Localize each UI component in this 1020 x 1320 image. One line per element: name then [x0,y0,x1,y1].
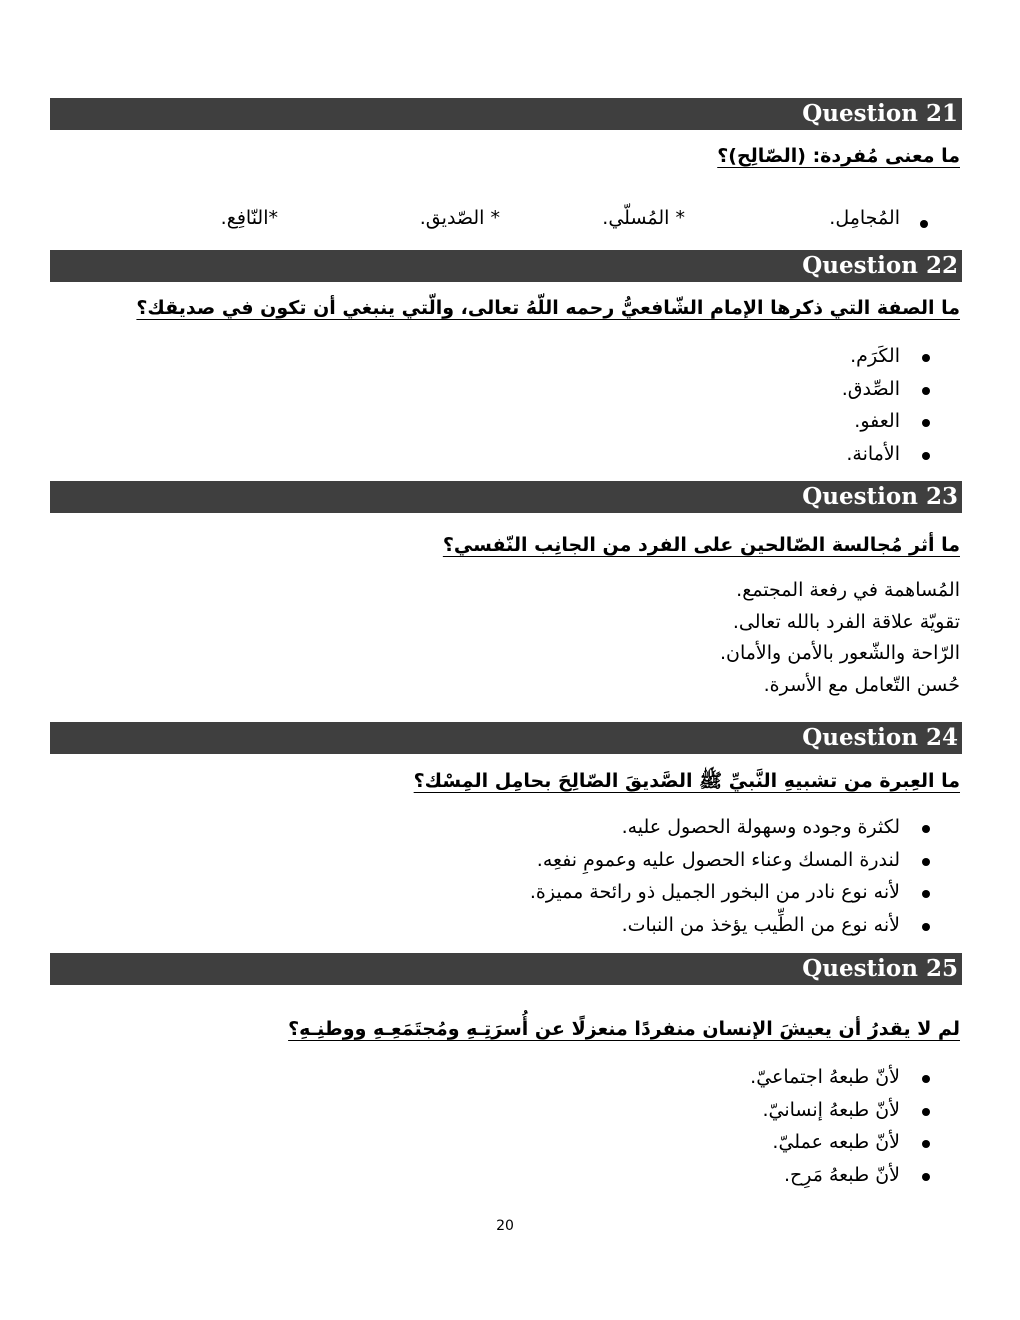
q25-options-list [750,1061,900,1191]
q25-option-2: لأنّ طبعهُ إنسانيّ. [750,1094,900,1127]
question-22-header: Question 22 [50,250,962,282]
question-23-text: ما أثر مُجالسة الصّالحين على الفرد من الجانِب النّفسي؟ [442,534,960,556]
q24-option-3: لأنه نوع نادر من البخور الجميل ذو رائحة مميزة. [530,876,900,909]
q25-option-4: لأنّ طبعهُ مَرِح. [750,1159,900,1192]
q24-option-1: لكثرة وجوده وسهولة الحصول عليه. [530,811,900,844]
question-24-header: Question 24 [50,722,962,754]
q22-option-3: العفو. [842,405,900,438]
question-22-text: ما الصفة التي ذكرها الإمام الشّافعيُّ رحمه اللّهُ تعالى، والّتي ينبغي أن تكون في صديقك؟ [136,297,960,319]
q24-option-4: لأنه نوع من الطِّيب يؤخذ من النبات. [530,909,900,942]
question-21-header: Question 21 [50,98,962,130]
bullet-icon [920,220,928,228]
question-25-header: Question 25 [50,953,962,985]
q22-options-list [842,340,900,470]
q25-option-1: لأنّ طبعهُ اجتماعيّ. [750,1061,900,1094]
q21-option-2: * المُسلّي. [602,207,685,229]
q22-option-2: الصِّدق. [842,373,900,406]
question-24-text: ما العِبرة من تشبيهِ النَّبيِّ ﷺ الصَّديقَ الصّالِحَ بحامِل المِسْك؟ [413,770,960,792]
q24-options-list [530,811,900,941]
q23-options-list [720,575,960,701]
page-number: 20 [496,1218,514,1234]
q23-option-3: الرّاحة والشّعور بالأمن والأمان. [719,642,960,664]
q24-option-2: لندرة المسك وعناء الحصول عليه وعمومِ نفعِه. [530,844,900,877]
q23-option-4: حُسن التّعامل مع الأسرة. [763,673,960,696]
q21-option-4: *النّافِع. [220,207,278,229]
q22-option-1: الكَرَم. [842,340,900,373]
question-21-text: ما معنى مُفردة: (الصّالِح)؟ [717,145,960,167]
q22-option-4: الأمانة. [842,438,900,471]
question-25-text: لم لا يقدرُ أن يعيشَ الإنسان منفردًا منعزلًا عن أُسرَتِـهِ ومُجتَمَعِـهِ ووطنِـهِ؟ [288,1018,960,1040]
q25-option-3: لأنّ طبعه عمليّ. [750,1126,900,1159]
q21-option-1: المُجامِل. [829,207,900,229]
q23-option-1: المُساهمة في رفعة المجتمع. [736,579,960,601]
q21-option-3: * الصّديق. [419,207,500,229]
question-23-header: Question 23 [50,481,962,513]
q23-option-2: تقويّة علاقة الفرد بالله تعالى. [732,610,960,633]
